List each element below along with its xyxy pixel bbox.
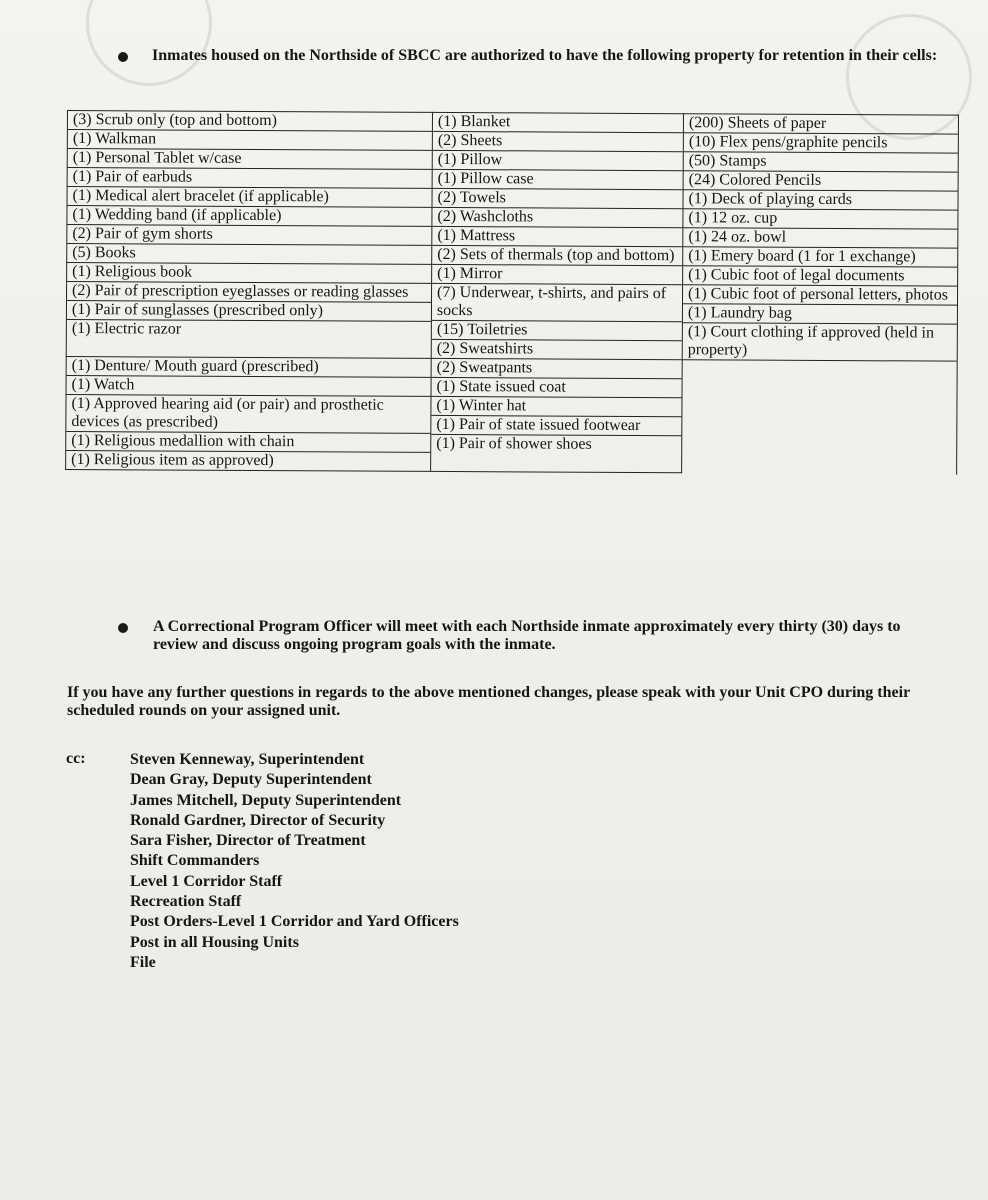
property-item: (1) Wedding band (if applicable): [67, 206, 431, 227]
cc-recipient: Recreation Staff: [130, 893, 242, 911]
cc-recipient: Post Orders-Level 1 Corridor and Yard Officers: [130, 913, 459, 931]
table-cell: [682, 360, 958, 474]
cc-recipient: Post in all Housing Units: [130, 933, 299, 951]
property-item: (1) Pillow case: [433, 170, 683, 190]
property-item: (2) Sets of thermals (top and bottom): [437, 245, 675, 265]
table-cell: [431, 358, 683, 472]
property-item: (24) Colored Pencils: [684, 171, 958, 191]
property-item: (2) Sweatpants: [432, 359, 682, 379]
cc-recipient: Steven Kenneway, Superintendent: [130, 751, 365, 768]
cc-recipient: Sara Fisher, Director of Treatment: [130, 832, 366, 850]
property-item: (2) Pair of prescription eyeglasses or reading glasses: [67, 282, 431, 303]
property-item: (1) Religious book: [67, 263, 431, 284]
cc-recipient: Shift Commanders: [130, 852, 260, 870]
property-item: (50) Stamps: [684, 152, 958, 172]
property-item: (1) Cubic foot of personal letters, photos: [683, 285, 957, 305]
cc-recipient: Dean Gray, Deputy Superintendent: [130, 771, 372, 789]
property-item: (1) Emery board (1 for 1 exchange): [688, 247, 916, 266]
table-cell: [66, 263, 431, 359]
property-item: (1) Blanket: [433, 113, 683, 133]
property-item: (1) Walkman: [68, 130, 432, 151]
table-cell: [432, 112, 684, 265]
intro-bullet: [118, 47, 948, 65]
property-item: (1) Winter hat: [431, 397, 681, 417]
cc-list: [130, 750, 459, 973]
property-item: (1) Pair of earbuds: [68, 168, 432, 189]
property-item: (2) Washcloths: [432, 208, 682, 228]
property-item: (1) Medical alert bracelet (if applicable): [67, 187, 431, 208]
cc-recipient: James Mitchell, Deputy Superintendent: [130, 791, 402, 809]
property-item: (1) Cubic foot of legal documents: [683, 266, 957, 286]
table-cell: [67, 111, 433, 265]
table-cell: [682, 266, 957, 361]
property-item: (1) 24 oz. bowl: [683, 228, 957, 248]
property-item: (3) Scrub only (top and bottom): [68, 111, 432, 132]
cc-recipient: File: [130, 953, 156, 971]
table-row: [66, 356, 958, 474]
property-item: (200) Sheets of paper: [684, 114, 958, 134]
property-item: (1) Electric razor: [71, 320, 182, 338]
bullet-icon: [118, 623, 128, 633]
property-item: (1) Religious item as approved): [71, 451, 274, 470]
property-item: (1) Denture/ Mouth guard (prescribed): [67, 357, 431, 378]
cpo-bullet: [118, 618, 948, 654]
property-item: (10) Flex pens/graphite pencils: [684, 133, 958, 153]
property-item: (1) Watch: [67, 376, 431, 397]
further-questions-paragraph: If you have any further questions in regards to the above mentioned changes, please speak with your Unit CPO during their scheduled rounds on your assigned unit.: [67, 684, 910, 719]
bleed-through-seal: [86, 0, 212, 86]
property-item: (1) Pair of sunglasses (prescribed only): [67, 301, 431, 322]
cpo-text: A Correctional Program Officer will meet with each Northside inmate approximately every thirty (30) days to review and discuss ongoing program goals with the inmate.: [153, 618, 901, 653]
property-item: (1) Mirror: [432, 265, 682, 285]
table-row: [67, 111, 959, 268]
property-item: (1) Pair of state issued footwear: [431, 416, 681, 436]
property-item: (1) Religious medallion with chain: [66, 432, 430, 453]
property-item: (1) Deck of playing cards: [683, 190, 957, 210]
property-item: (1) 12 oz. cup: [683, 209, 957, 229]
property-item: (1) Approved hearing aid (or pair) and prosthetic devices (as prescribed): [66, 395, 430, 434]
property-item: (1) State issued coat: [432, 378, 682, 398]
cc-recipient: Level 1 Corridor Staff: [130, 872, 283, 890]
property-item: (1) Pair of shower shoes: [436, 434, 592, 453]
intro-text: Inmates housed on the Northside of SBCC are authorized to have the following property for retention in their cells:: [152, 47, 938, 64]
property-item: (1) Personal Tablet w/case: [68, 149, 432, 170]
cc-label: cc:: [66, 750, 86, 767]
property-item: (5) Books: [72, 244, 136, 262]
property-item: (2) Sheets: [433, 132, 683, 152]
table-cell: [683, 114, 959, 267]
table-cell: [66, 356, 432, 471]
table-cell: [431, 264, 682, 359]
property-item: (7) Underwear, t-shirts, and pairs of socks: [432, 284, 682, 322]
property-table: [65, 110, 959, 475]
cc-recipient: Ronald Gardner, Director of Security: [130, 811, 386, 829]
property-item: (1) Laundry bag: [683, 304, 957, 324]
property-item: (2) Pair of gym shorts: [67, 225, 431, 246]
table-row: [66, 263, 957, 362]
property-item: (2) Towels: [432, 189, 682, 209]
bullet-icon: [118, 52, 128, 62]
property-item: (1) Mattress: [432, 227, 682, 247]
property-item: (2) Sweatshirts: [436, 339, 534, 358]
property-item: (1) Court clothing if approved (held in property): [687, 323, 935, 359]
property-item: (15) Toiletries: [432, 321, 682, 341]
property-item: (1) Pillow: [433, 151, 683, 171]
